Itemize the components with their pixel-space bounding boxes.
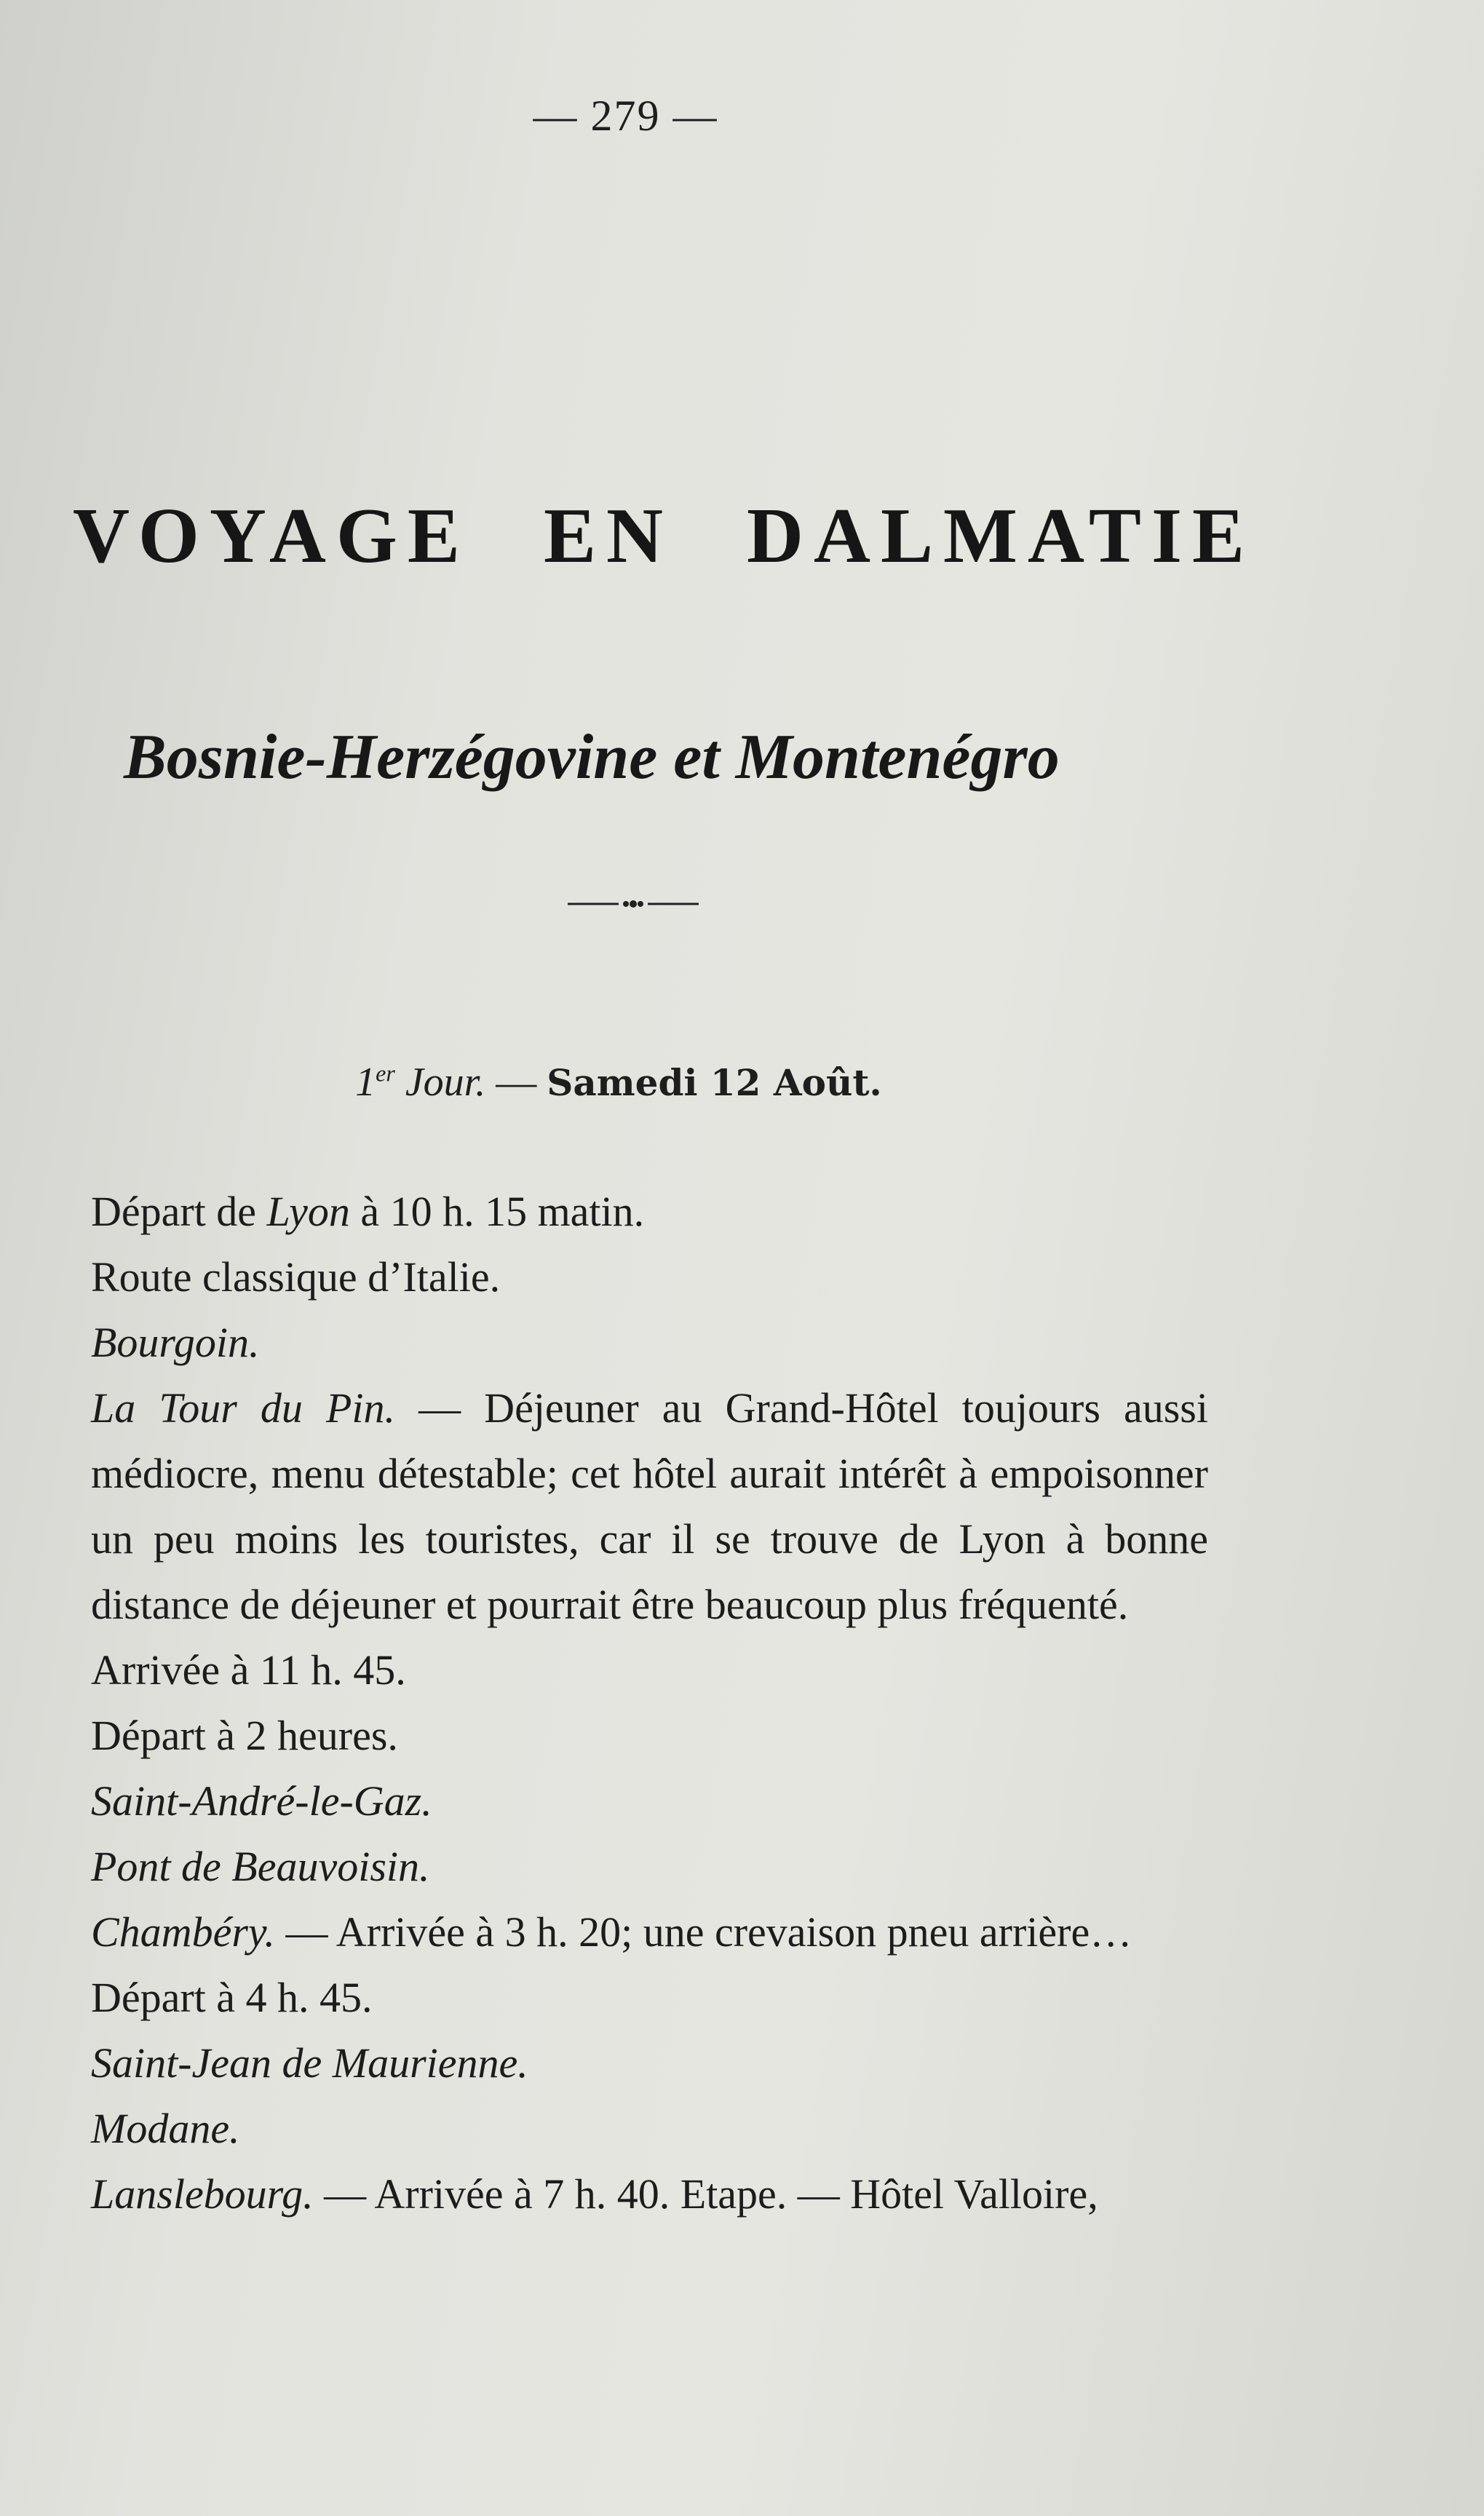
day-date: Samedi 12 Août. [547, 1061, 882, 1104]
log-line-saint-andre: Saint-André-le-Gaz. [91, 1777, 432, 1825]
day-heading [0, 1059, 1237, 1106]
log-line-modane: Modane. [91, 2105, 240, 2152]
page-number: — 279 — [533, 92, 718, 140]
log-paragraph-chambery: Chambéry. — Arrivée à 3 h. 20; une crevaison pneu arrière… [91, 1908, 1132, 1956]
log-paragraph-tour-du-pin: La Tour du Pin. — Déjeuner au Grand-Hôtel toujours aussi médiocre, menu détestable; cet hôtel aurait intérêt à empoisonner un peu moins les touristes, car il se trouve de Lyon à bonne distance de déjeuner et pourrait être beaucoup plus fréquenté. [91, 1384, 1208, 1628]
log-line-bourgoin: Bourgoin. [91, 1319, 260, 1366]
log-line-arrivee-11h45: Arrivée à 11 h. 45. [91, 1646, 406, 1694]
log-line-depart-4h45: Départ à 4 h. 45. [91, 1974, 373, 2021]
log-line-saint-jean: Saint-Jean de Maurienne. [91, 2039, 528, 2087]
log-line-pont-beauvoisin: Pont de Beauvoisin. [91, 1843, 430, 1890]
ornament-divider [568, 895, 699, 913]
log-line-depart-lyon: Départ de Lyon à 10 h. 15 matin. [91, 1188, 645, 1235]
log-line-route: Route classique d’Italie. [91, 1253, 501, 1301]
log-line-depart-2h: Départ à 2 heures. [91, 1712, 398, 1759]
day-dash: — [496, 1060, 537, 1105]
travel-log [58, 1179, 1208, 2227]
chapter-title: VOYAGE EN DALMATIE [73, 493, 1255, 579]
log-line-lanslebourg: Lanslebourg. — Arrivée à 7 h. 40. Etape. — Hôtel Valloire, [91, 2170, 1098, 2218]
day-ordinal: 1er Jour. [355, 1060, 486, 1105]
chapter-subtitle: Bosnie-Herzégovine et Montenégro [124, 722, 1060, 793]
